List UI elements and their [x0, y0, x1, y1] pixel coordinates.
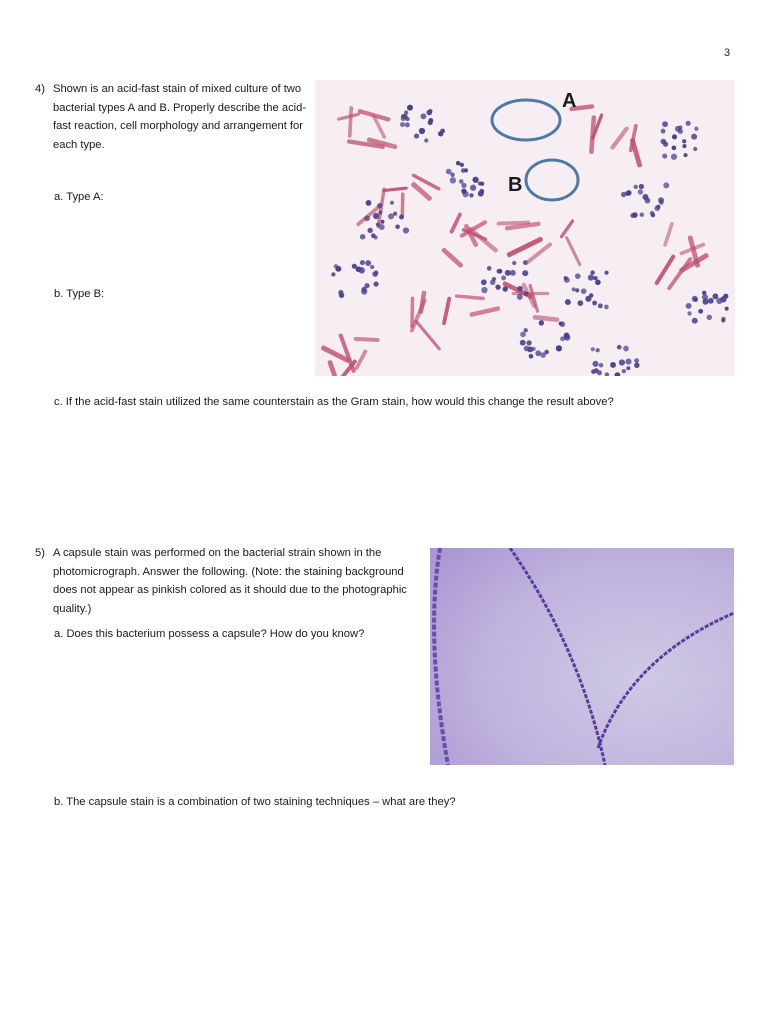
coccus [461, 183, 466, 188]
question-4-number: 4) [35, 83, 45, 95]
coccus [692, 318, 698, 324]
coccus [544, 350, 549, 355]
coccus [405, 122, 410, 127]
coccus [524, 328, 528, 332]
coccus [360, 234, 365, 239]
coccus [622, 369, 626, 373]
coccus [481, 287, 487, 293]
coccus [572, 287, 576, 291]
coccus [352, 264, 357, 269]
coccus [560, 336, 565, 341]
coccus [456, 161, 461, 166]
coccus [575, 288, 579, 292]
coccus [331, 272, 335, 276]
coccus [642, 194, 648, 200]
page-number: 3 [724, 47, 731, 59]
coccus [595, 279, 601, 285]
coccus [686, 303, 692, 309]
coccus [478, 191, 484, 197]
coccus [634, 363, 639, 368]
coccus [510, 270, 516, 276]
coccus [505, 270, 511, 276]
question-5-number: 5) [35, 547, 45, 559]
coccus [529, 354, 534, 359]
coccus [472, 177, 478, 183]
coccus [720, 296, 726, 302]
coccus [388, 213, 394, 219]
coccus [654, 205, 660, 211]
coccus [512, 261, 516, 265]
coccus [517, 286, 523, 292]
coccus [598, 303, 603, 308]
coccus [400, 122, 405, 127]
coccus [376, 222, 380, 226]
capsule-image [430, 548, 734, 765]
coccus [366, 200, 372, 206]
coccus [590, 270, 594, 274]
coccus [698, 309, 703, 314]
coccus [556, 345, 562, 351]
question-5-prompt: A capsule stain was performed on the bacterial strain shown in the photomicrograph. Answer the following. (Note: the staining background does not appear as pinkish colored as it should due to the photographic quality.) [53, 547, 407, 615]
acid-fast-rod [401, 192, 405, 216]
coccus [364, 215, 370, 221]
coccus [621, 192, 626, 197]
coccus [526, 340, 531, 345]
coccus [686, 121, 691, 126]
coccus [725, 307, 729, 311]
coccus [564, 277, 570, 283]
coccus [446, 169, 452, 175]
coccus [539, 320, 544, 325]
coccus [592, 301, 597, 306]
coccus [399, 215, 404, 220]
coccus [721, 317, 725, 321]
coccus [672, 146, 677, 151]
coccus [702, 294, 708, 300]
coccus [520, 340, 526, 346]
coccus [588, 275, 594, 281]
coccus [496, 269, 501, 274]
coccus [691, 134, 697, 140]
coccus [581, 288, 587, 294]
coccus [520, 332, 526, 338]
coccus [495, 284, 500, 289]
coccus [450, 177, 456, 183]
coccus [380, 220, 384, 224]
coccus [469, 193, 473, 197]
coccus [377, 203, 382, 208]
coccus [461, 168, 466, 173]
coccus [524, 346, 530, 352]
coccus [487, 266, 492, 271]
coccus [658, 197, 664, 203]
coccus [480, 182, 484, 186]
coccus [459, 179, 464, 184]
coccus [597, 370, 602, 375]
coccus [336, 266, 342, 272]
acid-fast-image [315, 80, 735, 376]
capsule-micrograph [430, 548, 734, 765]
coccus [634, 358, 639, 363]
coccus [403, 227, 409, 233]
coccus [360, 260, 365, 265]
coccus [593, 276, 597, 280]
coccus [591, 369, 596, 374]
coccus [364, 283, 369, 288]
question-4-part-c: c. If the acid-fast stain utilized the same counterstain as the Gram stain, how would this change the result above? [54, 396, 614, 408]
coccus [372, 271, 378, 277]
coccus [604, 271, 608, 275]
coccus [395, 225, 399, 229]
coccus [367, 228, 372, 233]
coccus [610, 362, 616, 368]
question-5-part-a: a. Does this bacterium possess a capsule? How do you know? [54, 628, 365, 640]
coccus [596, 348, 600, 352]
label-b: B [508, 174, 523, 196]
coccus [592, 361, 598, 367]
coccus [682, 144, 686, 148]
coccus [693, 147, 697, 151]
coccus [678, 125, 682, 129]
coccus [604, 305, 609, 310]
coccus [404, 110, 408, 114]
coccus [694, 127, 698, 131]
coccus [419, 128, 425, 134]
coccus [683, 153, 687, 157]
question-4 [35, 80, 310, 154]
coccus [625, 359, 631, 365]
coccus [565, 299, 571, 305]
coccus [461, 189, 466, 194]
coccus [373, 213, 379, 219]
coccus [687, 311, 691, 315]
question-4-prompt: Shown is an acid-fast stain of mixed culture of two bacterial types A and B. Properly describe the acid-fast reaction, cell morphology and arrangement for each type. [53, 83, 307, 151]
question-5-part-b: b. The capsule stain is a combination of two staining techniques – what are they? [54, 796, 456, 808]
coccus [564, 334, 570, 340]
coccus [671, 154, 677, 160]
coccus [440, 129, 445, 134]
coccus [503, 286, 508, 291]
coccus [428, 120, 433, 125]
coccus [390, 201, 394, 205]
coccus [517, 294, 523, 300]
coccus [678, 129, 683, 134]
coccus [424, 138, 428, 142]
coccus [708, 298, 714, 304]
coccus [414, 134, 419, 139]
coccus [662, 154, 667, 159]
coccus [524, 291, 529, 296]
coccus [672, 134, 677, 139]
coccus [599, 363, 604, 368]
coccus [378, 210, 382, 214]
coccus [585, 296, 591, 302]
coccus [617, 345, 622, 350]
coccus [339, 293, 344, 298]
coccus [702, 291, 706, 295]
coccus [712, 293, 718, 299]
coccus [662, 121, 668, 127]
coccus [407, 105, 413, 111]
coccus [626, 366, 630, 370]
question-4-part-a: a. Type A: [54, 191, 104, 203]
coccus [639, 184, 644, 189]
coccus [661, 129, 666, 134]
coccus [707, 315, 712, 320]
coccus [663, 182, 669, 188]
coccus [661, 139, 667, 145]
question-4-part-b: b. Type B: [54, 288, 105, 300]
acid-fast-micrograph [315, 80, 735, 376]
coccus [559, 322, 563, 326]
coccus [373, 282, 378, 287]
coccus [619, 359, 625, 365]
coccus [651, 213, 655, 217]
coccus [535, 350, 541, 356]
coccus [591, 347, 595, 351]
coccus [577, 300, 583, 306]
coccus [370, 265, 374, 269]
coccus [682, 139, 686, 143]
coccus [638, 189, 643, 194]
coccus [405, 117, 409, 121]
coccus [501, 275, 506, 280]
coccus [365, 260, 371, 266]
coccus [420, 113, 426, 119]
coccus [470, 185, 476, 191]
coccus [426, 110, 432, 116]
coccus [523, 260, 528, 265]
coccus [522, 270, 528, 276]
coccus [634, 185, 638, 189]
question-5 [35, 544, 420, 618]
coccus [623, 346, 629, 352]
coccus [575, 273, 581, 279]
coccus [692, 296, 698, 302]
coccus [632, 212, 638, 218]
coccus [481, 279, 487, 285]
coccus [374, 235, 378, 239]
coccus [492, 277, 496, 281]
coccus [640, 213, 644, 217]
coccus [626, 190, 632, 196]
label-a: A [562, 90, 577, 112]
